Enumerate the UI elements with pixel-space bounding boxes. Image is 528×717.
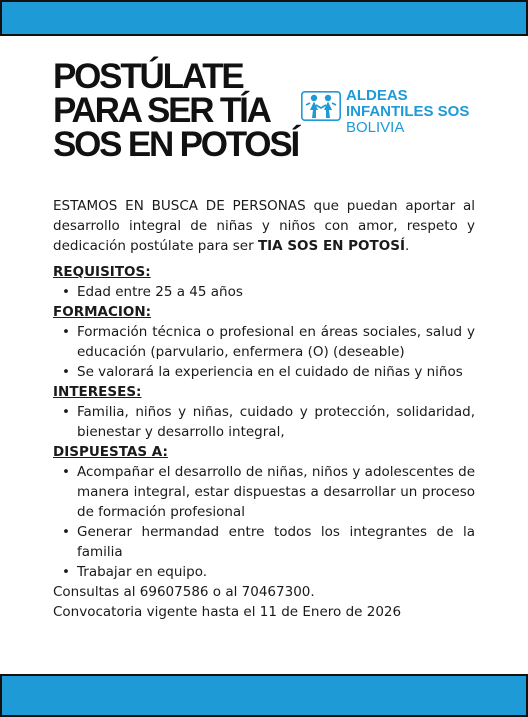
intro-highlight: TIA SOS EN POTOSÍ: [257, 238, 405, 254]
section-heading: REQUISITOS:: [53, 264, 151, 280]
list-item: • Acompañar el desarrollo de niñas, niños y adolescentes de manera integral, estar dispuestas a desarrollar un proceso de formación profesional: [77, 462, 475, 522]
page-title: [53, 57, 303, 164]
intro-text: ESTAMOS EN BUSCA DE PERSONAS que puedan aportar al desarrollo integral de niñas y niños con amor, respeto y dedicación postúlate para ser: [53, 198, 475, 254]
logo-line-2: INFANTILES SOS: [346, 103, 470, 120]
title-line-2: PARA SER TÍA: [53, 91, 270, 130]
top-banner: [0, 0, 528, 36]
deadline-line: Convocatoria vigente hasta el 11 de Enero de 2026: [53, 604, 402, 620]
section-heading: FORMACION:: [53, 304, 152, 320]
title-line-1: POSTÚLATE: [53, 57, 243, 96]
list-item: • Trabajar en equipo.: [77, 562, 475, 582]
bullet-list: [53, 462, 475, 582]
aldeas-infantiles-logo: [301, 88, 469, 136]
title-line-3: SOS EN POTOSÍ: [53, 125, 298, 164]
section-heading: DISPUESTAS A:: [53, 444, 168, 460]
section-formacion: [53, 302, 475, 382]
contact-line: Consultas al 69607586 o al 70467300.: [53, 584, 315, 600]
logo-text: [346, 88, 469, 136]
main-content: [53, 196, 475, 622]
bottom-banner: [0, 674, 528, 717]
list-item: • Formación técnica o profesional en áreas sociales, salud y educación (parvulario, enfermera (O) (deseable): [77, 322, 475, 362]
section-heading: INTERESES:: [53, 384, 142, 400]
logo-line-1: ALDEAS: [346, 87, 408, 104]
bullet-list: [53, 322, 475, 382]
logo-line-3: BOLIVIA: [346, 119, 405, 136]
list-item: • Se valorará la experiencia en el cuidado de niñas y niños: [77, 362, 475, 382]
section-intereses: [53, 382, 475, 442]
intro-paragraph: [53, 196, 475, 256]
list-item: • Generar hermandad entre todos los integrantes de la familia: [77, 522, 475, 562]
section-dispuestas: [53, 442, 475, 582]
bullet-list: [53, 282, 475, 302]
section-requisitos: [53, 262, 475, 302]
list-item: • Edad entre 25 a 45 años: [77, 282, 475, 302]
intro-end: .: [404, 238, 410, 254]
list-item: • Familia, niños y niñas, cuidado y protección, solidaridad, bienestar y desarrollo integral,: [77, 402, 475, 442]
children-house-logo-icon: [301, 91, 341, 121]
bullet-list: [53, 402, 475, 442]
